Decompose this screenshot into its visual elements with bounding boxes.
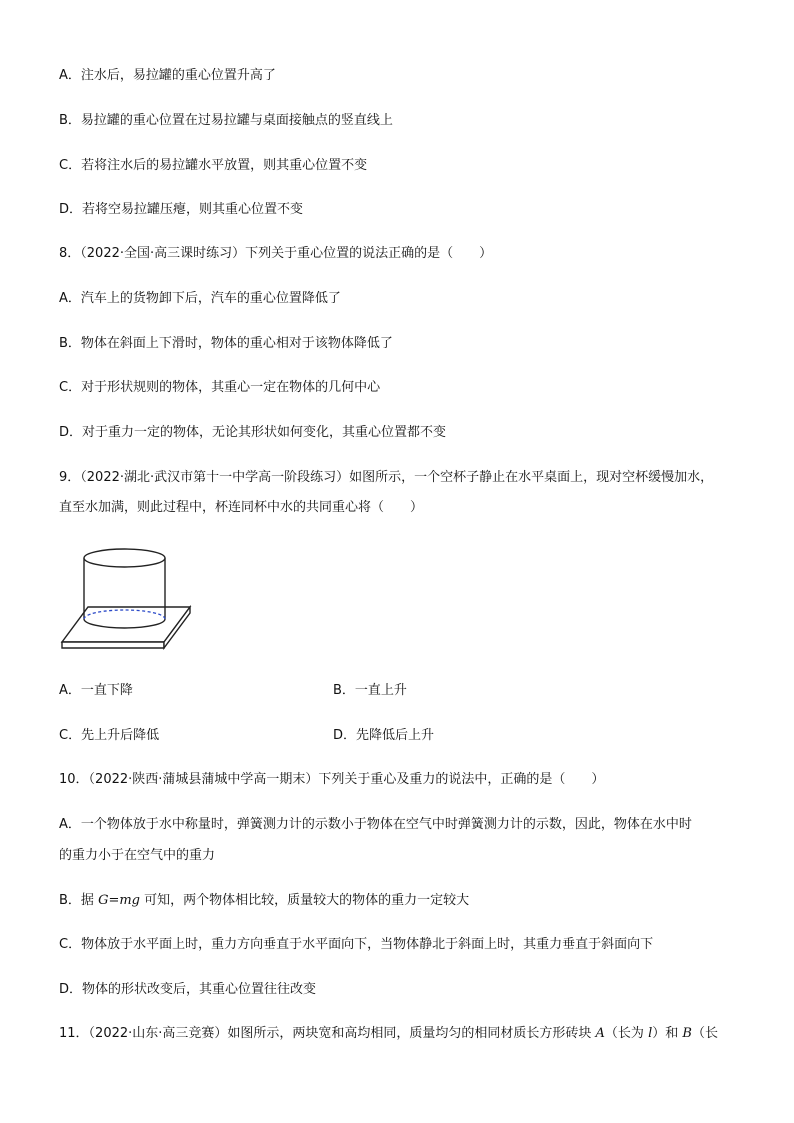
symbol-a: A <box>595 1026 605 1041</box>
q10-option-b-suffix: 可知，两个物体相比较，质量较大的物体的重力一定较大 <box>140 893 470 908</box>
q9-option-d: D．先降低后上升 <box>333 728 435 743</box>
q11-stem-suffix: （长 <box>691 1026 718 1041</box>
symbol-l: l <box>648 1026 653 1041</box>
q9-option-c: C．先上升后降低 <box>59 728 160 743</box>
q7-option-c: C．若将注水后的易拉罐水平放置，则其重心位置不变 <box>59 158 368 173</box>
symbol-b: B <box>682 1026 692 1041</box>
q8-option-d: D．对于重力一定的物体，无论其形状如何变化，其重心位置都不变 <box>59 425 447 440</box>
q10-option-b-prefix: B．据 <box>59 893 99 908</box>
q10-option-a-line1: A．一个物体放于水中称量时，弹簧测力计的示数小于物体在空气中时弹簧测力计的示数，因此，物体在水中时 <box>59 817 692 832</box>
q7-option-a: A．注水后，易拉罐的重心位置升高了 <box>59 68 276 83</box>
q8-option-c: C．对于形状规则的物体，其重心一定在物体的几何中心 <box>59 380 381 395</box>
cup-on-table-figure <box>58 544 194 652</box>
cup-rim <box>84 549 165 567</box>
q11-mid2: ）和 <box>652 1026 683 1041</box>
q9-option-a: A．一直下降 <box>59 683 133 698</box>
q7-option-b: B．易拉罐的重心位置在过易拉罐与桌面接触点的竖直线上 <box>59 113 393 128</box>
q8-option-a: A．汽车上的货物卸下后，汽车的重心位置降低了 <box>59 291 341 306</box>
q9-stem-line2: 直至水加满，则此过程中，杯连同杯中水的共同重心将（ ） <box>59 500 424 515</box>
q8-option-b: B．物体在斜面上下滑时，物体的重心相对于该物体降低了 <box>59 336 393 351</box>
q9-option-b: B．一直上升 <box>333 683 407 698</box>
formula-g-equals-mg: G=mg <box>98 893 140 908</box>
q8-stem: 8．（2022·全国·高三课时练习）下列关于重心位置的说法正确的是（ ） <box>59 246 493 261</box>
q11-stem <box>59 1026 718 1042</box>
q11-mid1: （长为 <box>604 1026 649 1041</box>
q10-option-a-line2: 的重力小于在空气中的重力 <box>59 848 216 863</box>
q11-stem-prefix: 11．（2022·山东·高三竞赛）如图所示，两块宽和高均相同，质量均匀的相同材质长方形砖块 <box>59 1026 596 1041</box>
q7-option-d: D．若将空易拉罐压瘪，则其重心位置不变 <box>59 202 304 217</box>
q10-stem: 10．（2022·陕西·蒲城县蒲城中学高一期末）下列关于重心及重力的说法中，正确的是（ ） <box>59 772 605 787</box>
q10-option-d: D．物体的形状改变后，其重心位置往往改变 <box>59 982 317 997</box>
table-front-edge <box>62 642 164 648</box>
q10-option-b <box>59 893 469 909</box>
q10-option-c: C．物体放于水平面上时，重力方向垂直于水平面向下，当物体静北于斜面上时，其重力垂直于斜面向下 <box>59 937 654 952</box>
q9-stem-line1: 9．（2022·湖北·武汉市第十一中学高一阶段练习）如图所示，一个空杯子静止在水平桌面上，现对空杯缓慢加水， <box>59 470 714 485</box>
